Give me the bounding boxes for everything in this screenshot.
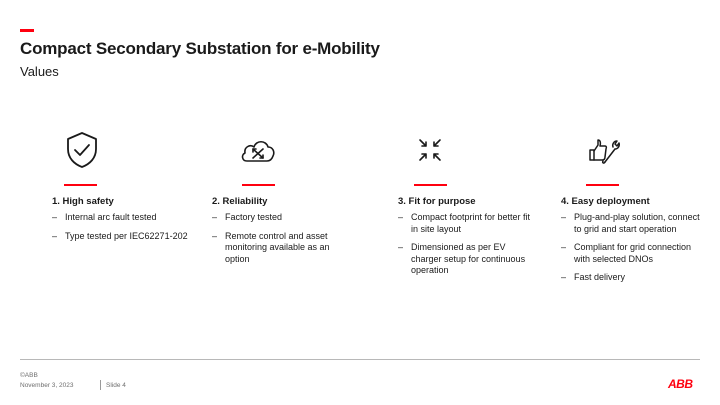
footer-slide-number: Slide 4 bbox=[106, 382, 126, 389]
title-accent-bar bbox=[20, 29, 34, 32]
list-item: – Dimensioned as per EV charger setup for continuous operation bbox=[398, 242, 526, 275]
bullet-list bbox=[212, 212, 352, 272]
column-heading: 1. High safety bbox=[52, 196, 114, 207]
slide-subtitle: Values bbox=[20, 64, 59, 79]
bullet-list bbox=[561, 212, 701, 291]
list-item: – Plug-and-play solution, connect to grid and start operation bbox=[561, 212, 700, 234]
column-heading: 4. Easy deployment bbox=[561, 196, 650, 207]
bullet-list bbox=[52, 212, 192, 249]
column-rule bbox=[242, 184, 275, 186]
footer-separator bbox=[100, 380, 101, 390]
thumbs-up-wrench-icon bbox=[583, 130, 623, 170]
footer-copyright: ©ABB bbox=[20, 372, 38, 379]
footer-date: November 3, 2023 bbox=[20, 382, 74, 389]
column-rule bbox=[414, 184, 447, 186]
footer-divider bbox=[20, 359, 700, 360]
list-item: – Factory tested bbox=[212, 212, 283, 222]
abb-logo: ABB bbox=[668, 377, 693, 391]
bullet-list bbox=[398, 212, 538, 284]
cloud-remote-icon bbox=[238, 130, 278, 170]
column-rule bbox=[586, 184, 619, 186]
compress-arrows-icon bbox=[410, 130, 450, 170]
column-rule bbox=[64, 184, 97, 186]
slide-title: Compact Secondary Substation for e-Mobility bbox=[20, 39, 380, 58]
list-item: – Compliant for grid connection with selected DNOs bbox=[561, 242, 692, 264]
list-item: – Internal arc fault tested bbox=[52, 212, 157, 222]
list-item: – Compact footprint for better fit in site layout bbox=[398, 212, 531, 234]
list-item: – Remote control and asset monitoring available as an option bbox=[212, 230, 330, 264]
shield-check-icon bbox=[62, 130, 102, 170]
list-item: – Type tested per IEC62271-202 bbox=[52, 230, 188, 241]
column-heading: 3. Fit for purpose bbox=[398, 196, 476, 207]
list-item: – Fast delivery bbox=[561, 272, 626, 282]
column-heading: 2. Reliability bbox=[212, 196, 268, 207]
